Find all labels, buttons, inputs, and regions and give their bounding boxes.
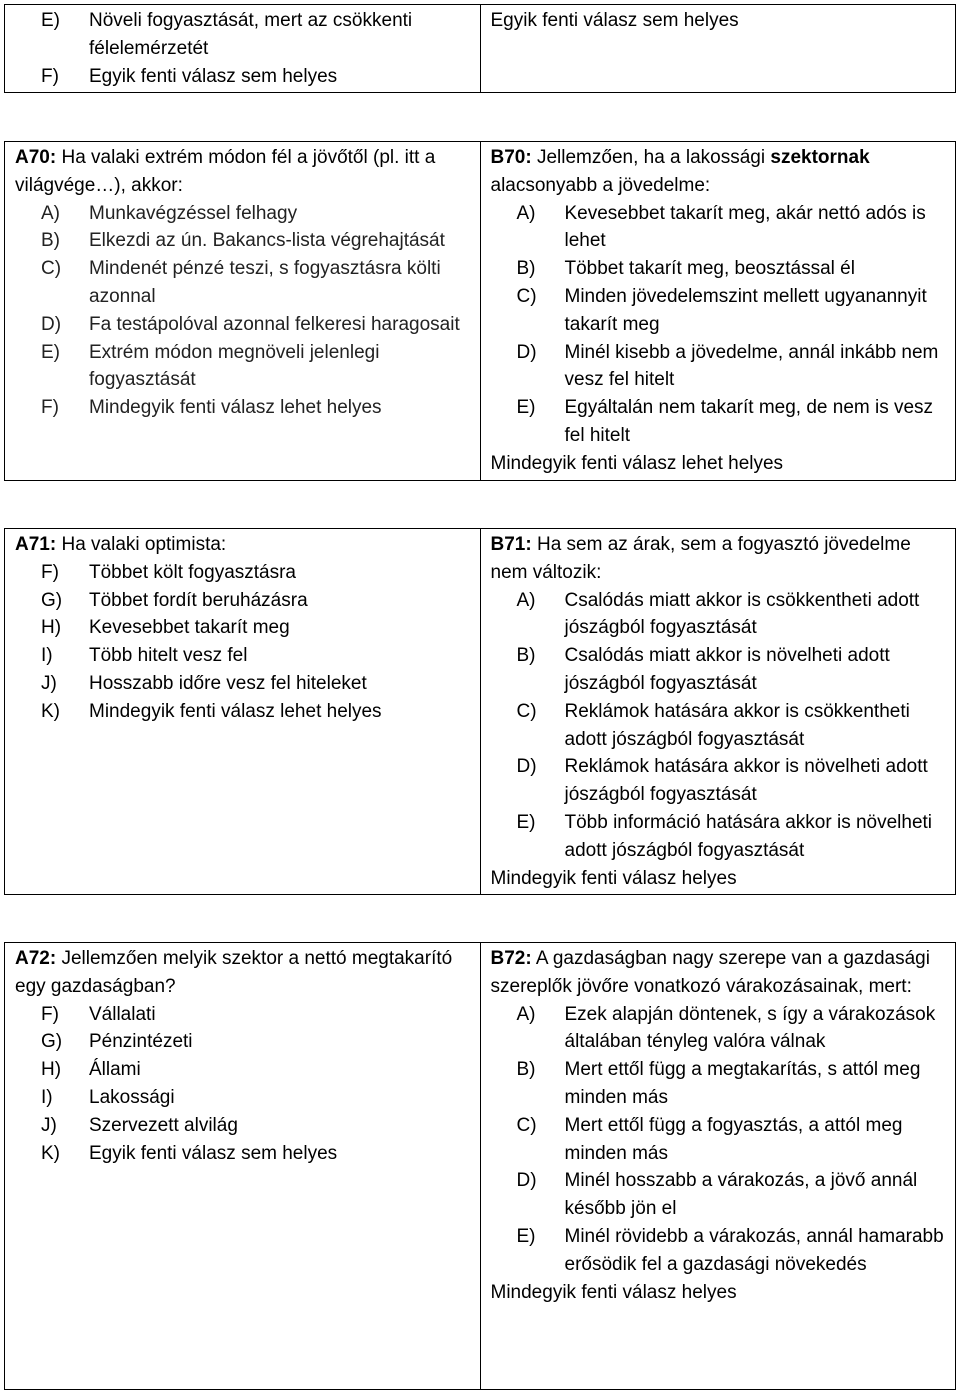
- question-table-72: [4, 942, 956, 1390]
- option-item: F) Egyik fenti válasz sem helyes: [41, 65, 338, 87]
- option-item: E) Minél rövidebb a várakozás, annál hamarabb erősödik fel a gazdasági növekedés: [516, 1225, 944, 1275]
- question-b70: [480, 142, 956, 481]
- option-item: H) Állami: [41, 1059, 141, 1081]
- option-item: G) Pénzintézeti: [41, 1031, 193, 1053]
- question-b71: [480, 529, 956, 895]
- option-item: B) Többet takarít meg, beosztással él: [516, 258, 855, 280]
- option-list: [15, 1001, 472, 1168]
- footer-answer: Mindegyik fenti válasz helyes: [490, 1281, 737, 1303]
- question-text: B72: A gazdaságban nagy szerepe van a gazdasági szereplők jövőre vonatkozó várakozásainak, mert:: [490, 948, 930, 997]
- option-list: [15, 559, 472, 726]
- question-table-70: [4, 141, 956, 481]
- option-item: A) Csalódás miatt akkor is csökkentheti adott jószágból fogyasztását: [516, 589, 920, 639]
- option-item: C) Mert ettől függ a fogyasztás, a attól meg minden más: [516, 1114, 903, 1164]
- footer-answer: Mindegyik fenti válasz lehet helyes: [490, 452, 784, 474]
- option-item: C) Minden jövedelemszint mellett ugyanannyit takarít meg: [516, 285, 927, 335]
- cell-top-left: [5, 5, 481, 93]
- option-item: K) Egyik fenti válasz sem helyes: [41, 1142, 338, 1164]
- option-item: F) Mindegyik fenti válasz lehet helyes: [41, 397, 382, 419]
- question-text: A70: Ha valaki extrém módon fél a jövőtől (pl. itt a világvége…), akkor:: [15, 147, 436, 196]
- option-list: [491, 200, 948, 450]
- option-item: A) Ezek alapján döntenek, s így a várakozások általában tényleg valóra válnak: [516, 1003, 936, 1053]
- option-item: D) Reklámok hatására akkor is növelheti adott jószágból fogyasztását: [516, 756, 928, 806]
- option-item: F) Többet költ fogyasztásra: [41, 561, 296, 583]
- question-text: B71: Ha sem az árak, sem a fogyasztó jövedelme nem változik:: [490, 534, 911, 583]
- option-list: [491, 1001, 948, 1279]
- question-a72: [5, 943, 481, 1390]
- option-item: E) Növeli fogyasztását, mert az csökkenti félelemérzetét: [41, 10, 413, 59]
- question-table-top: [4, 4, 956, 93]
- option-list: [15, 200, 472, 422]
- option-item: C) Reklámok hatására akkor is csökkentheti adott jószágból fogyasztását: [516, 700, 910, 750]
- option-item: J) Hosszabb időre vesz fel hiteleket: [41, 672, 367, 694]
- option-item: F) Vállalati: [41, 1003, 156, 1025]
- question-a71: [5, 529, 481, 895]
- option-item: C) Mindenét pénzé teszi, s fogyasztásra költi azonnal: [41, 258, 441, 307]
- option-item: J) Szervezett alvilág: [41, 1114, 238, 1136]
- option-item: D) Minél hosszabb a várakozás, a jövő annál később jön el: [516, 1170, 918, 1220]
- question-text: B70: Jellemzően, ha a lakossági szektornak alacsonyabb a jövedelme:: [490, 147, 870, 196]
- option-item: B) Csalódás miatt akkor is növelheti adott jószágból fogyasztását: [516, 645, 890, 694]
- option-item: G) Többet fordít beruházásra: [41, 589, 308, 611]
- cell-top-right: [480, 5, 956, 93]
- answer-text: Egyik fenti válasz sem helyes: [490, 10, 739, 31]
- option-item: I) Több hitelt vesz fel: [41, 645, 248, 667]
- question-a70: [5, 142, 481, 481]
- question-text: A71: Ha valaki optimista:: [15, 534, 227, 555]
- option-item: K) Mindegyik fenti válasz lehet helyes: [41, 700, 382, 722]
- option-item: D) Fa testápolóval azonnal felkeresi haragosait: [41, 313, 460, 335]
- footer-answer: Mindegyik fenti válasz helyes: [490, 867, 737, 889]
- option-item: B) Elkezdi az ún. Bakancs-lista végrehajtását: [41, 230, 445, 252]
- question-b72: [480, 943, 956, 1390]
- option-item: E) Több információ hatására akkor is növelheti adott jószágból fogyasztását: [516, 811, 933, 861]
- option-item: I) Lakossági: [41, 1086, 175, 1108]
- option-list: [15, 7, 472, 90]
- question-table-71: [4, 528, 956, 895]
- option-item: A) Munkavégzéssel felhagy: [41, 202, 298, 224]
- option-item: E) Egyáltalán nem takarít meg, de nem is vesz fel hitelt: [516, 397, 934, 446]
- option-list: [491, 587, 948, 865]
- question-text: A72: Jellemzően melyik szektor a nettó megtakarító egy gazdaságban?: [15, 948, 453, 997]
- option-item: E) Extrém módon megnöveli jelenlegi fogyasztását: [41, 341, 380, 391]
- option-item: A) Kevesebbet takarít meg, akár nettó adós is lehet: [516, 202, 926, 252]
- option-item: D) Minél kisebb a jövedelme, annál inkább nem vesz fel hitelt: [516, 341, 939, 391]
- option-item: B) Mert ettől függ a megtakarítás, s attól meg minden más: [516, 1059, 921, 1108]
- option-item: H) Kevesebbet takarít meg: [41, 617, 290, 639]
